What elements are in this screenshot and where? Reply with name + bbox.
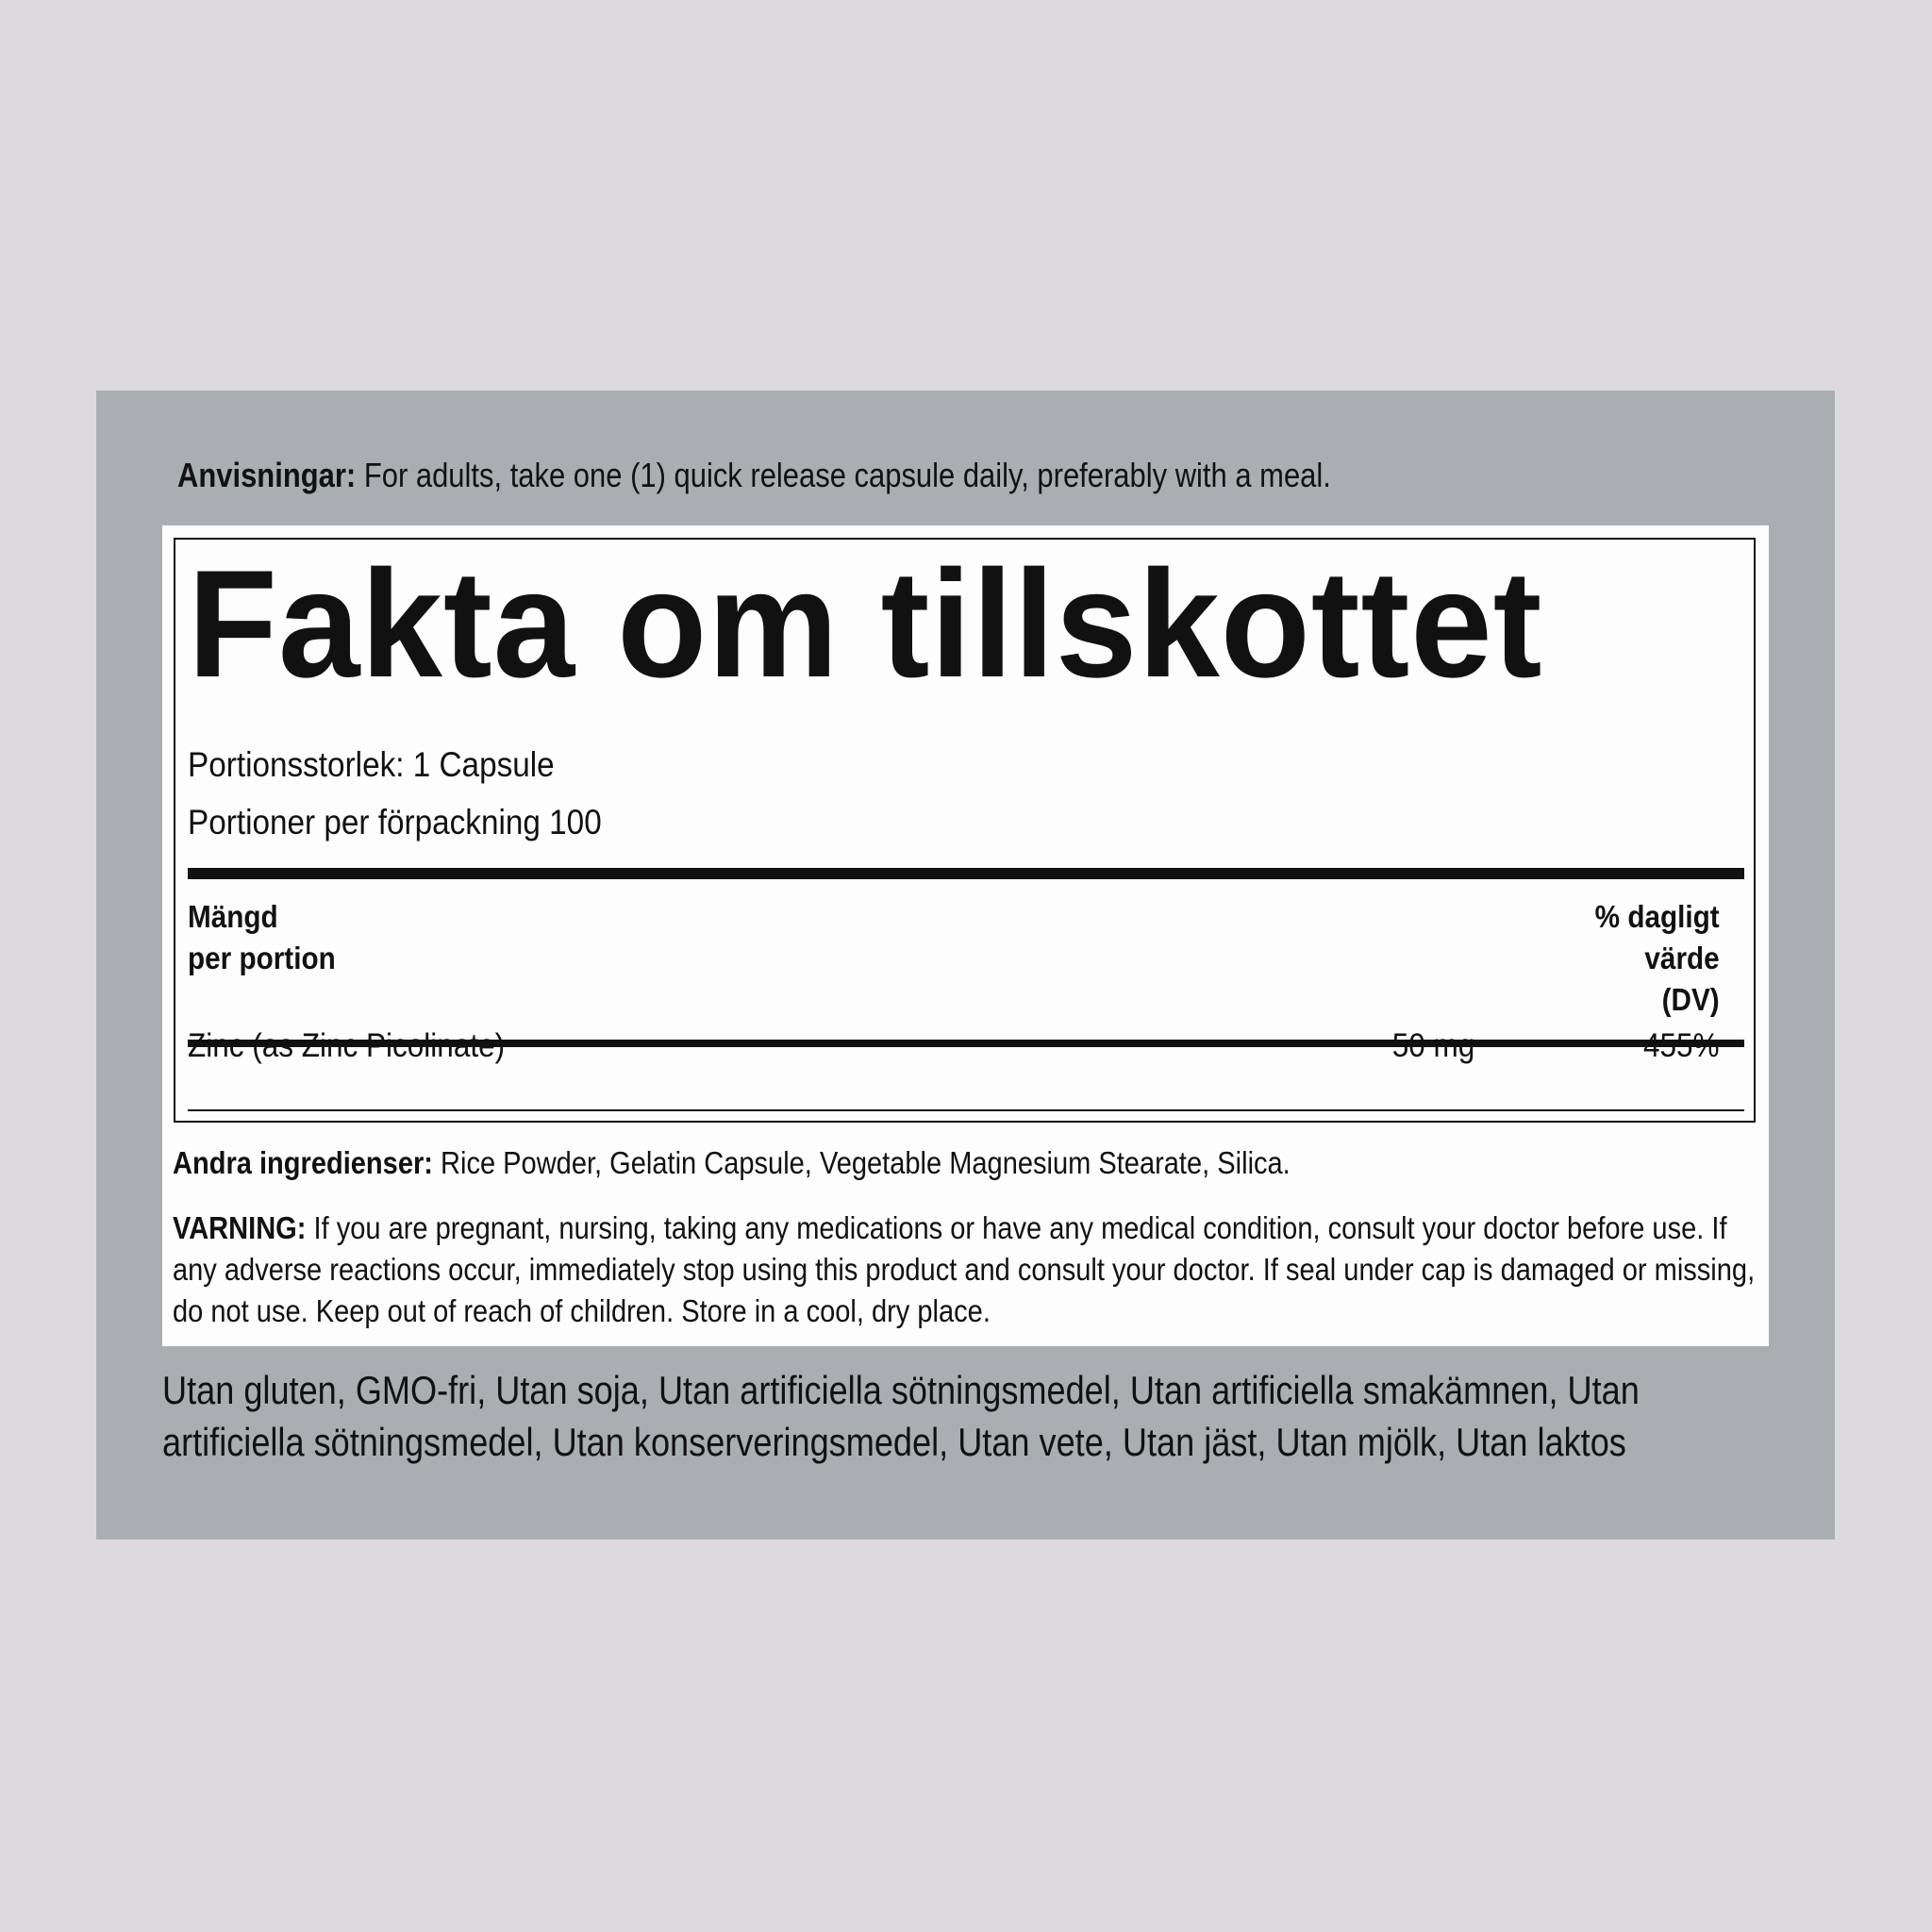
dv-header-line3: (DV) bbox=[1661, 982, 1720, 1017]
directions-label: Anvisningar: bbox=[177, 456, 357, 494]
facts-title: Fakta om tillskottet bbox=[188, 539, 1543, 709]
free-from-claims bbox=[162, 1364, 1793, 1468]
serving-size: Portionsstorlek: 1 Capsule bbox=[188, 745, 555, 784]
other-ingredients bbox=[173, 1140, 1291, 1187]
directions-text: For adults, take one (1) quick release capsule daily, preferably with a meal. bbox=[356, 456, 1331, 494]
amount-header-line2: per portion bbox=[188, 941, 336, 975]
thin-divider bbox=[188, 1109, 1744, 1111]
dv-header bbox=[1595, 896, 1720, 1021]
nutrient-name: Zinc (as Zinc Picolinate) bbox=[188, 1027, 506, 1064]
servings-per-container: Portioner per förpackning 100 bbox=[188, 803, 602, 841]
dv-header-line2: värde bbox=[1644, 941, 1720, 975]
free-from-line2: artificiella sötningsmedel, Utan konserveringsmedel, Utan vete, Utan jäst, Utan mjölk, Utan laktos bbox=[162, 1420, 1626, 1464]
warning-label: VARNING: bbox=[173, 1210, 307, 1245]
nutrient-amount: 50 mg bbox=[1391, 1027, 1474, 1064]
thick-divider bbox=[188, 868, 1744, 879]
directions bbox=[177, 451, 1557, 500]
warning bbox=[173, 1208, 1767, 1332]
other-ingredients-label: Andra ingredienser: bbox=[173, 1145, 433, 1180]
amount-header-line1: Mängd bbox=[188, 899, 278, 934]
free-from-line1: Utan gluten, GMO-fri, Utan soja, Utan artificiella sötningsmedel, Utan artificiella smakämnen, Utan bbox=[162, 1368, 1640, 1412]
other-ingredients-text: Rice Powder, Gelatin Capsule, Vegetable Magnesium Stearate, Silica. bbox=[432, 1145, 1291, 1180]
warning-text: If you are pregnant, nursing, taking any medications or have any medical condition, consult your doctor before use. If any adverse reactions occur, immediately stop using this product and consult your doctor. If seal under cap is damaged or missing, do not use. Keep out of reach of children. Store in a cool, dry place. bbox=[173, 1210, 1756, 1328]
dv-header-line1: % dagligt bbox=[1594, 899, 1720, 934]
supplement-facts-box bbox=[174, 538, 1756, 1123]
nutrient-dv: 455% bbox=[1643, 1027, 1720, 1064]
amount-header bbox=[188, 896, 336, 979]
